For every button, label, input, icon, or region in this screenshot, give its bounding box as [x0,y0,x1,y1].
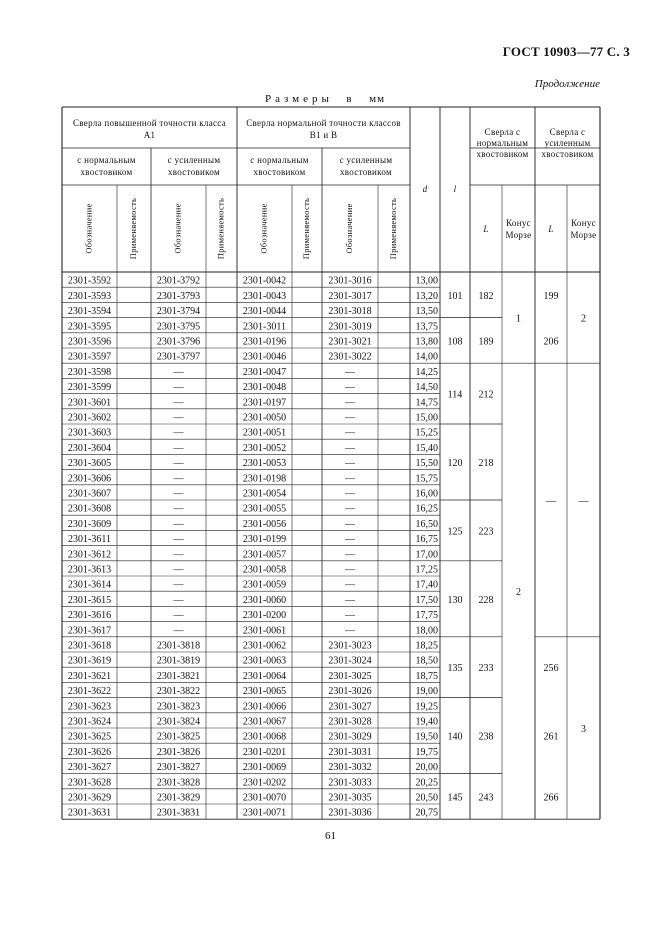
designation-b-normal: 2301-0048 [242,382,287,394]
designation-a1-reinforced: — [173,397,184,409]
designation-a1-reinforced: 2301-3792 [156,275,201,287]
document-header: ГОСТ 10903—77 С. 3 [502,44,630,59]
designation-a1-normal: 2301-3618 [67,640,112,652]
normal-group-header: хвостовиком [476,149,529,159]
designation-b-normal: 2301-0070 [242,792,287,804]
diameter-d: 14,25 [415,366,438,378]
diameter-d: 19,75 [415,746,438,758]
designation-b-normal: 2301-0055 [242,503,287,515]
designation-a1-normal: 2301-3612 [67,549,112,561]
designation-b-normal: 2301-0063 [242,655,287,667]
designation-b-reinforced: — [345,610,355,622]
designation-b-reinforced: 2301-3032 [328,762,372,774]
designation-a1-normal: 2301-3614 [67,579,112,591]
length-L-normal: 189 [478,336,494,348]
designation-b-reinforced: 2301-3029 [328,731,372,743]
length-L-normal: 238 [478,731,494,743]
designation-b-normal: 2301-0199 [242,534,287,546]
d-header: d [422,184,428,194]
diameter-d: 17,25 [415,564,438,576]
designation-b-normal: 2301-3011 [243,321,286,333]
length-l: 114 [447,389,463,401]
designation-a1-normal: 2301-3621 [67,670,112,682]
continuation-label: Продолжение [534,78,600,90]
designation-b-reinforced: 2301-3033 [328,777,372,789]
designation-a1-reinforced: 2301-3796 [156,336,201,348]
designation-a1-normal: 2301-3602 [67,412,112,424]
morse-header-normal: Конус [506,218,531,228]
designation-a1-normal: 2301-3627 [67,762,112,774]
units-caption: Размеры в мм [264,93,386,105]
diameter-d: 18,50 [415,655,438,667]
designation-a1-reinforced: — [173,473,184,485]
designation-b-normal: 2301-0056 [242,518,287,530]
designation-b-normal: 2301-0046 [242,351,287,363]
designation-header: Обозначение [83,203,94,254]
designation-b-reinforced: — [345,397,355,409]
normal-group-header: Сверла с [484,127,521,137]
length-L-reinforced: 199 [543,290,559,302]
normal-group-header: нормальным [476,138,529,148]
designation-a1-normal: 2301-3596 [67,336,112,348]
L-header-normal: L [483,224,489,234]
designation-a1-normal: 2301-3597 [67,351,112,363]
designation-b-reinforced: — [345,594,355,606]
designation-a1-reinforced: 2301-3818 [156,640,201,652]
length-L-normal: 182 [478,290,494,302]
designation-b-reinforced: 2301-3027 [328,701,372,713]
diameter-d: 15,50 [415,458,438,470]
diameter-d: 13,80 [415,336,438,348]
diameter-d: 13,00 [415,275,438,287]
designation-b-reinforced: 2301-3018 [328,306,372,318]
designation-a1-normal: 2301-3613 [67,564,112,576]
designation-b-reinforced: 2301-3026 [328,686,372,698]
diameter-d: 18,75 [415,670,438,682]
diameter-d: 18,25 [415,640,438,652]
length-L-reinforced: — [546,496,556,507]
designation-b-normal: 2301-0201 [242,746,287,758]
applicability-header: Применяемость [387,197,398,260]
diameter-d: 13,50 [415,306,438,318]
designation-a1-normal: 2301-3631 [67,807,112,819]
designation-b-reinforced: 2301-3021 [328,336,372,348]
designation-a1-reinforced: — [173,625,184,637]
designation-a1-normal: 2301-3617 [67,625,112,637]
designation-a1-normal: 2301-3624 [67,716,112,728]
shank-header-sub: хвостовиком [253,167,306,177]
designation-a1-normal: 2301-3609 [67,518,112,530]
designation-b-normal: 2301-0058 [242,564,287,576]
designation-a1-reinforced: — [173,594,184,606]
diameter-d: 19,50 [415,731,438,743]
morse-reinforced: — [578,496,589,507]
designation-b-reinforced: 2301-3016 [328,275,372,287]
designation-a1-normal: 2301-3616 [67,610,112,622]
designation-a1-reinforced: 2301-3823 [156,701,201,713]
shank-header: с нормальным [77,155,136,165]
designation-b-reinforced: — [345,549,355,561]
designation-a1-normal: 2301-3601 [67,397,112,409]
page-number: 61 [325,830,336,842]
designation-a1-normal: 2301-3628 [67,777,112,789]
diameter-d: 17,50 [415,594,438,606]
designation-a1-normal: 2301-3603 [67,427,112,439]
shank-header: с усиленным [167,155,221,165]
length-l: 101 [447,290,463,302]
designation-b-normal: 2301-0057 [242,549,287,561]
designation-b-reinforced: 2301-3031 [328,746,372,758]
designation-b-reinforced: — [345,488,355,500]
units-unit: мм [369,93,386,105]
length-L-normal: 218 [478,458,494,469]
designation-b-normal: 2301-0198 [242,473,287,485]
designation-a1-reinforced: 2301-3826 [156,746,201,758]
length-L-normal: 243 [478,792,494,804]
designation-a1-reinforced: 2301-3827 [156,762,201,774]
diameter-d: 15,75 [415,473,438,485]
designation-a1-normal: 2301-3605 [67,458,112,470]
designation-a1-normal: 2301-3619 [67,655,112,667]
group-b-header: Сверла нормальной точности классов [246,118,401,128]
designation-b-reinforced: — [345,458,355,470]
designation-a1-reinforced: 2301-3822 [156,686,201,698]
designation-b-normal: 2301-0068 [242,731,287,743]
designation-b-normal: 2301-0043 [242,290,287,302]
shank-header-sub: хвостовиком [167,167,221,177]
diameter-d: 19,40 [415,716,438,728]
designation-a1-normal: 2301-3607 [67,488,112,500]
morse-header-reinforced-sub: Морзе [570,230,597,240]
designation-a1-reinforced: — [173,488,184,500]
diameter-d: 20,75 [415,807,438,819]
diameter-d: 15,00 [415,412,438,424]
designation-a1-reinforced: — [173,518,184,530]
designation-header: Обозначение [172,203,183,254]
diameter-d: 13,75 [415,321,438,333]
diameter-d: 17,40 [415,579,438,591]
designation-b-reinforced: 2301-3025 [328,670,372,682]
diameter-d: 20,25 [415,777,438,789]
designation-b-normal: 2301-0066 [242,701,287,713]
applicability-header: Применяемость [300,197,311,260]
diameter-d: 17,75 [415,610,438,622]
length-L-normal: 233 [478,663,494,675]
designation-b-normal: 2301-0060 [242,594,287,606]
designation-a1-reinforced: — [173,610,184,622]
designation-b-reinforced: — [345,427,355,439]
designation-a1-reinforced: 2301-3825 [156,731,201,743]
designation-b-reinforced: — [345,625,355,637]
applicability-header: Применяемость [127,197,138,260]
designation-a1-reinforced: — [173,579,184,591]
length-L-normal: 223 [478,526,494,538]
designation-b-reinforced: — [345,534,355,546]
morse-reinforced: 3 [581,724,586,735]
diameter-d: 16,25 [415,503,438,515]
designation-a1-normal: 2301-3625 [67,731,112,743]
designation-a1-reinforced: 2301-3793 [156,290,201,302]
designation-b-reinforced: — [345,564,355,576]
designation-a1-normal: 2301-3593 [67,290,112,302]
diameter-d: 18,00 [415,625,438,637]
shank-header-sub: хвостовиком [80,167,133,177]
units-label: Размеры [264,93,333,105]
designation-b-reinforced: 2301-3022 [328,351,372,363]
diameter-d: 19,00 [415,686,438,698]
morse-header-normal-sub: Морзе [505,230,532,240]
length-l: 108 [447,336,463,348]
shank-header: с усиленным [339,155,393,165]
designation-a1-normal: 2301-3623 [67,701,112,713]
designation-b-normal: 2301-0047 [242,366,287,378]
designation-b-normal: 2301-0050 [242,412,287,424]
diameter-d: 15,25 [415,427,438,439]
length-L-reinforced: 261 [543,731,559,743]
designation-b-normal: 2301-0044 [242,306,287,318]
reinforced-group-header: хвостовиком [541,149,594,159]
L-header-reinforced: L [548,224,554,234]
designation-b-normal: 2301-0202 [242,777,287,789]
designation-b-reinforced: — [345,442,355,454]
designation-a1-normal: 2301-3594 [67,306,112,318]
designation-a1-normal: 2301-3598 [67,366,112,378]
designation-a1-reinforced: — [173,503,184,515]
designation-b-reinforced: — [345,382,355,394]
length-L-reinforced: 206 [543,336,559,348]
designation-a1-reinforced: — [173,564,184,576]
designation-a1-reinforced: 2301-3794 [156,306,201,318]
length-L-normal: 212 [478,389,494,401]
diameter-d: 20,50 [415,792,438,804]
designation-a1-normal: 2301-3604 [67,442,112,454]
designation-a1-normal: 2301-3615 [67,594,112,606]
designation-a1-normal: 2301-3606 [67,473,112,485]
designation-b-reinforced: — [345,579,355,591]
designation-a1-reinforced: 2301-3831 [156,807,201,819]
morse-normal: 2 [516,587,521,599]
designation-a1-reinforced: — [173,427,184,439]
morse-header-reinforced: Конус [571,218,596,228]
designation-b-normal: 2301-0051 [242,427,287,439]
designation-a1-reinforced: 2301-3824 [156,716,201,728]
designation-a1-reinforced: 2301-3821 [156,670,201,682]
designation-b-normal: 2301-0062 [242,640,287,652]
diameter-d: 17,00 [415,549,438,561]
designation-a1-reinforced: — [173,366,184,378]
designation-a1-reinforced: — [173,442,184,454]
diameter-d: 16,00 [415,488,438,500]
designation-b-normal: 2301-0069 [242,762,287,774]
designation-a1-normal: 2301-3599 [67,382,112,394]
group-a1-header-class: А1 [143,130,156,140]
length-L-normal: 228 [478,594,494,606]
length-L-reinforced: 266 [543,792,559,804]
designation-a1-reinforced: 2301-3828 [156,777,201,789]
designation-a1-reinforced: 2301-3819 [156,655,201,667]
designation-a1-reinforced: 2301-3797 [156,351,201,363]
designation-b-reinforced: — [345,366,355,378]
shank-header: с нормальным [250,155,309,165]
designation-b-normal: 2301-0054 [242,488,287,500]
designation-b-reinforced: 2301-3023 [328,640,372,652]
designation-b-normal: 2301-0053 [242,458,287,470]
designation-b-normal: 2301-0052 [242,442,287,454]
designation-b-normal: 2301-0059 [242,579,287,591]
length-l: 125 [447,526,463,538]
designation-b-normal: 2301-0200 [242,610,287,622]
diameter-d: 16,50 [415,518,438,530]
designation-b-reinforced: 2301-3017 [328,290,372,302]
designation-b-reinforced: 2301-3036 [328,807,372,819]
length-L-reinforced: 256 [543,663,559,675]
designation-a1-normal: 2301-3595 [67,321,112,333]
l-header: l [453,184,457,194]
diameter-d: 14,75 [415,397,438,409]
designation-header: Обозначение [343,203,354,254]
designation-a1-normal: 2301-3622 [67,686,112,698]
designation-b-reinforced: — [345,503,355,515]
designation-a1-reinforced: 2301-3795 [156,321,201,333]
designation-a1-normal: 2301-3608 [67,503,112,515]
designation-b-normal: 2301-0197 [242,397,287,409]
length-l: 135 [447,663,463,675]
designation-b-reinforced: — [345,518,355,530]
diameter-d: 15,40 [415,442,438,454]
designation-a1-normal: 2301-3629 [67,792,112,804]
diameter-d: 19,25 [415,701,438,713]
applicability-header: Применяемость [215,197,226,260]
length-l: 145 [447,792,463,804]
diameter-d: 14,50 [415,382,438,394]
length-l: 120 [447,458,463,469]
designation-b-normal: 2301-0064 [242,670,287,682]
designation-b-normal: 2301-0042 [242,275,287,287]
reinforced-group-header: усиленным [544,138,591,148]
designation-b-normal: 2301-0061 [242,625,287,637]
designation-a1-reinforced: — [173,412,184,424]
designation-a1-normal: 2301-3592 [67,275,112,287]
designation-a1-reinforced: — [173,382,184,394]
diameter-d: 14,00 [415,351,438,363]
group-a1-header: Сверла повышенной точности класса [72,118,227,128]
shank-header-sub: хвостовиком [339,167,393,177]
designation-b-normal: 2301-0065 [242,686,287,698]
designation-b-reinforced: — [345,412,355,424]
diameter-d: 20,00 [415,762,438,774]
designation-b-normal: 2301-0067 [242,716,287,728]
morse-normal: 1 [516,313,521,325]
designation-b-reinforced: 2301-3035 [328,792,372,804]
designation-b-normal: 2301-0196 [242,336,287,348]
designation-a1-normal: 2301-3626 [67,746,112,758]
designation-b-reinforced: 2301-3028 [328,716,372,728]
designation-b-reinforced: — [345,473,355,485]
length-l: 130 [447,594,463,606]
diameter-d: 16,75 [415,534,438,546]
designation-b-normal: 2301-0071 [242,807,287,819]
morse-reinforced: 2 [581,313,586,325]
length-l: 140 [447,731,463,743]
designation-a1-reinforced: — [173,458,184,470]
designation-a1-normal: 2301-3611 [68,534,111,546]
diameter-d: 13,20 [415,290,438,302]
group-b-header-class: В1 и В [309,130,338,140]
reinforced-group-header: Сверла с [549,127,586,137]
designation-header: Обозначение [258,203,269,254]
designation-a1-reinforced: — [173,534,184,546]
designation-b-reinforced: 2301-3019 [328,321,372,333]
designation-b-reinforced: 2301-3024 [328,655,372,667]
designation-a1-reinforced: 2301-3829 [156,792,201,804]
designation-a1-reinforced: — [173,549,184,561]
